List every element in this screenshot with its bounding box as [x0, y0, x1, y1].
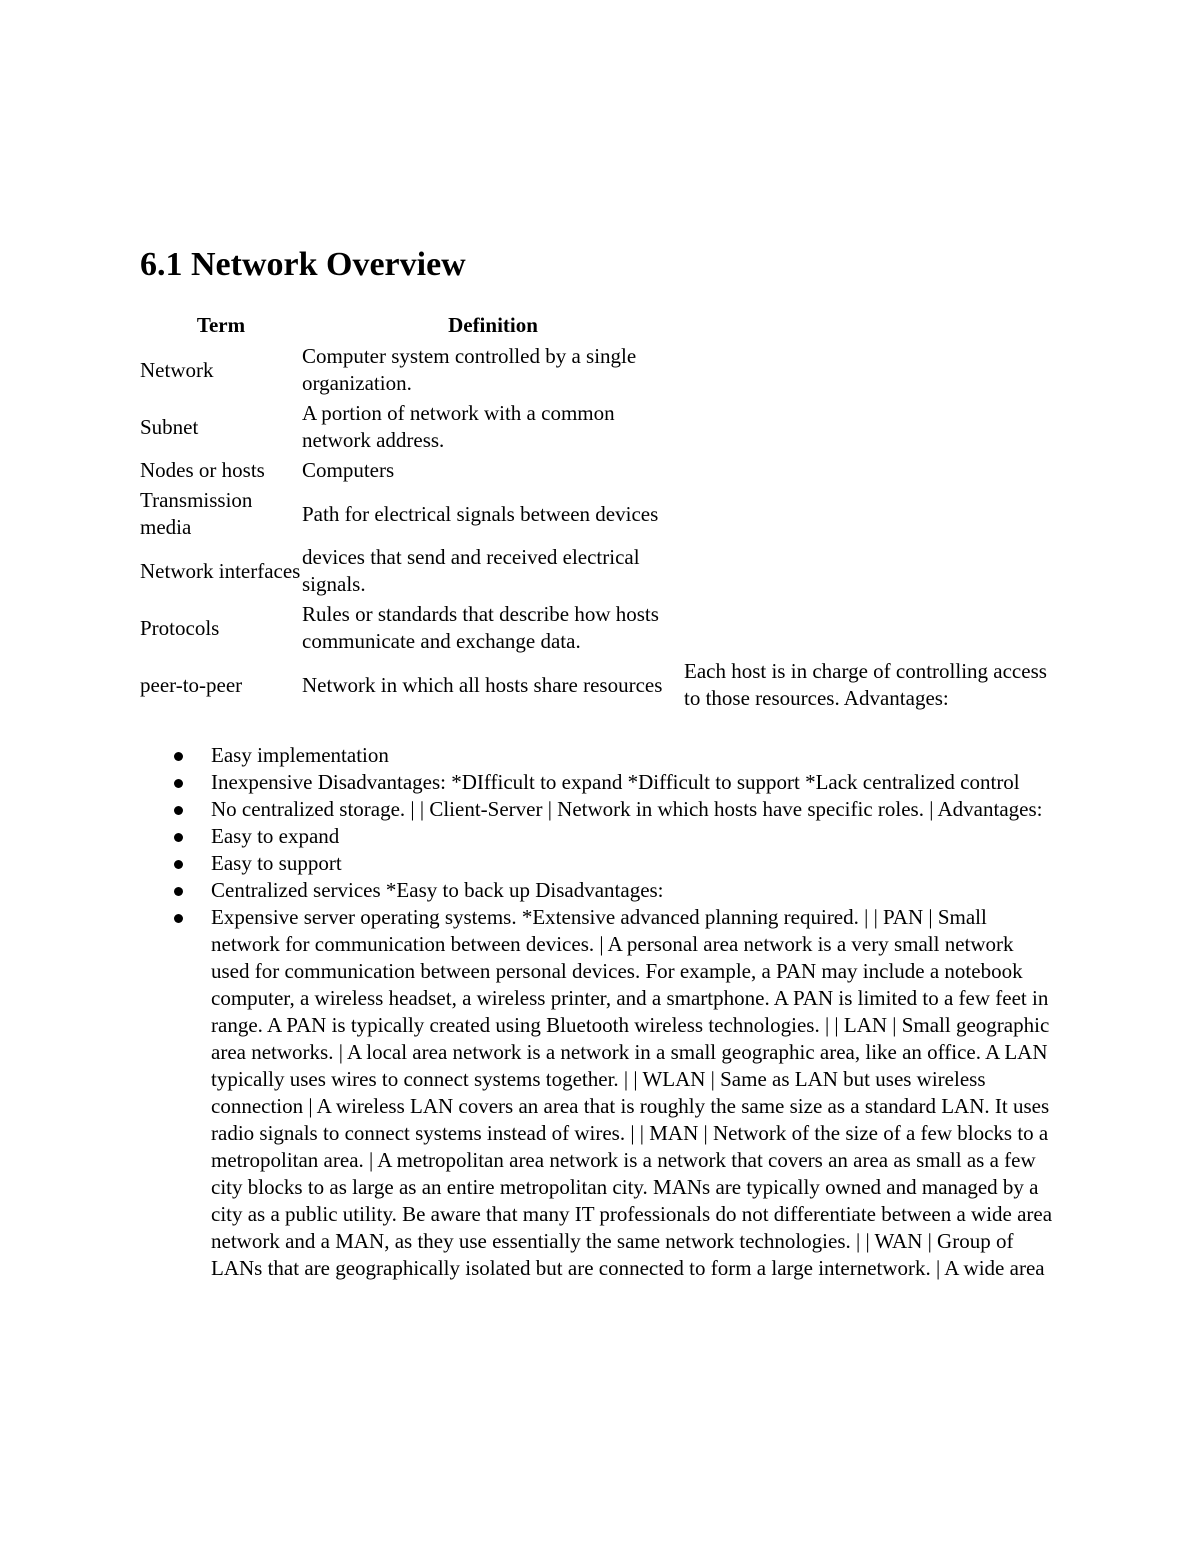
terms-table — [140, 310, 1064, 714]
bullet-icon — [174, 806, 183, 815]
list-item-text: Inexpensive Disadvantages: *DIfficult to expand *Difficult to support *Lack centralized control — [211, 770, 1020, 794]
bullet-icon — [174, 833, 183, 842]
table-row — [140, 399, 1064, 456]
definition-cell: A portion of network with a common network address. — [302, 401, 615, 452]
definition-cell: Computers — [302, 458, 395, 482]
table-header-row — [140, 310, 1064, 342]
list-item — [211, 904, 1056, 1282]
bullet-icon — [174, 752, 183, 761]
header-term: Term — [196, 313, 246, 337]
table-row — [140, 486, 1064, 543]
term-cell: Protocols — [140, 615, 220, 640]
list-item-text: No centralized storage. | | Client-Server | Network in which hosts have specific roles. | Advantages: — [211, 797, 1043, 821]
term-cell: Nodes or hosts — [140, 458, 265, 482]
list-item-text: Centralized services *Easy to back up Disadvantages: — [211, 878, 664, 902]
term-cell: Transmission media — [140, 488, 253, 539]
definition-cell: Computer system controlled by a single organization. — [302, 344, 637, 395]
term-cell: Network — [140, 357, 214, 382]
bullet-icon — [174, 779, 183, 788]
extra-cell — [684, 399, 1064, 456]
bullet-icon — [174, 860, 183, 869]
header-definition: Definition — [448, 313, 538, 337]
list-item — [211, 877, 1056, 904]
list-item-text: Easy implementation — [211, 743, 389, 767]
term-cell: Network interfaces — [140, 558, 301, 583]
definition-cell: Rules or standards that describe how hosts communicate and exchange data. — [302, 602, 659, 653]
table-row — [140, 456, 1064, 486]
list-item-text: Expensive server operating systems. *Extensive advanced planning required. | | PAN | Small network for communication between devices. | A personal area network is a very small network used for communication between personal devices. For example, a PAN may include a notebook computer, a wireless headset, a wireless printer, and a smartphone. A PAN is limited to a few feet in range. A PAN is typically created using Bluetooth wireless technologies. | | LAN | Small geographic area networks. | A local area network is a network in a small geographic area, like an office. A LAN typically uses wires to connect systems together. | | WLAN | Same as LAN but uses wireless connection | A wireless LAN covers an area that is roughly the same size as a standard LAN. It uses radio signals to connect systems instead of wires. | | MAN | Network of the size of a few blocks to a metropolitan area. | A metropolitan area network is a network that covers an area as small as a few city blocks to as large as an entire metropolitan city. MANs are typically owned and managed by a city as a public utility. Be aware that many IT professionals do not differentiate between a wide area network and a MAN, as they use essentially the same network technologies. | | WAN | Group of LANs that are geographically isolated but are connected to form a large internetwork. | A wide area — [211, 905, 1053, 1280]
bullet-icon — [174, 914, 183, 923]
definition-cell: Network in which all hosts share resources — [302, 672, 663, 697]
extra-cell — [684, 342, 1064, 399]
table-row — [140, 657, 1064, 714]
extra-cell — [684, 543, 1064, 600]
list-item-text: Easy to expand — [211, 824, 340, 848]
extra-cell — [684, 456, 1064, 486]
definition-cell: Path for electrical signals between devices — [302, 501, 659, 526]
extra-cell — [684, 600, 1064, 657]
extra-cell: Each host is in charge of controlling access to those resources. Advantages: — [684, 659, 1047, 710]
extra-cell — [684, 486, 1064, 543]
definition-cell: devices that send and received electrical signals. — [302, 545, 640, 596]
table-row — [140, 600, 1064, 657]
bullet-list — [140, 742, 1056, 1282]
term-cell: peer-to-peer — [140, 672, 243, 697]
list-item-text: Easy to support — [211, 851, 342, 875]
table-row — [140, 342, 1064, 399]
header-empty — [684, 310, 1064, 342]
page-title: 6.1 Network Overview — [140, 246, 466, 283]
list-item — [211, 769, 1056, 796]
list-item — [211, 850, 1056, 877]
list-item — [211, 823, 1056, 850]
list-item — [211, 796, 1056, 823]
bullet-icon — [174, 887, 183, 896]
table-row — [140, 543, 1064, 600]
list-item — [211, 742, 1056, 769]
term-cell: Subnet — [140, 414, 199, 439]
